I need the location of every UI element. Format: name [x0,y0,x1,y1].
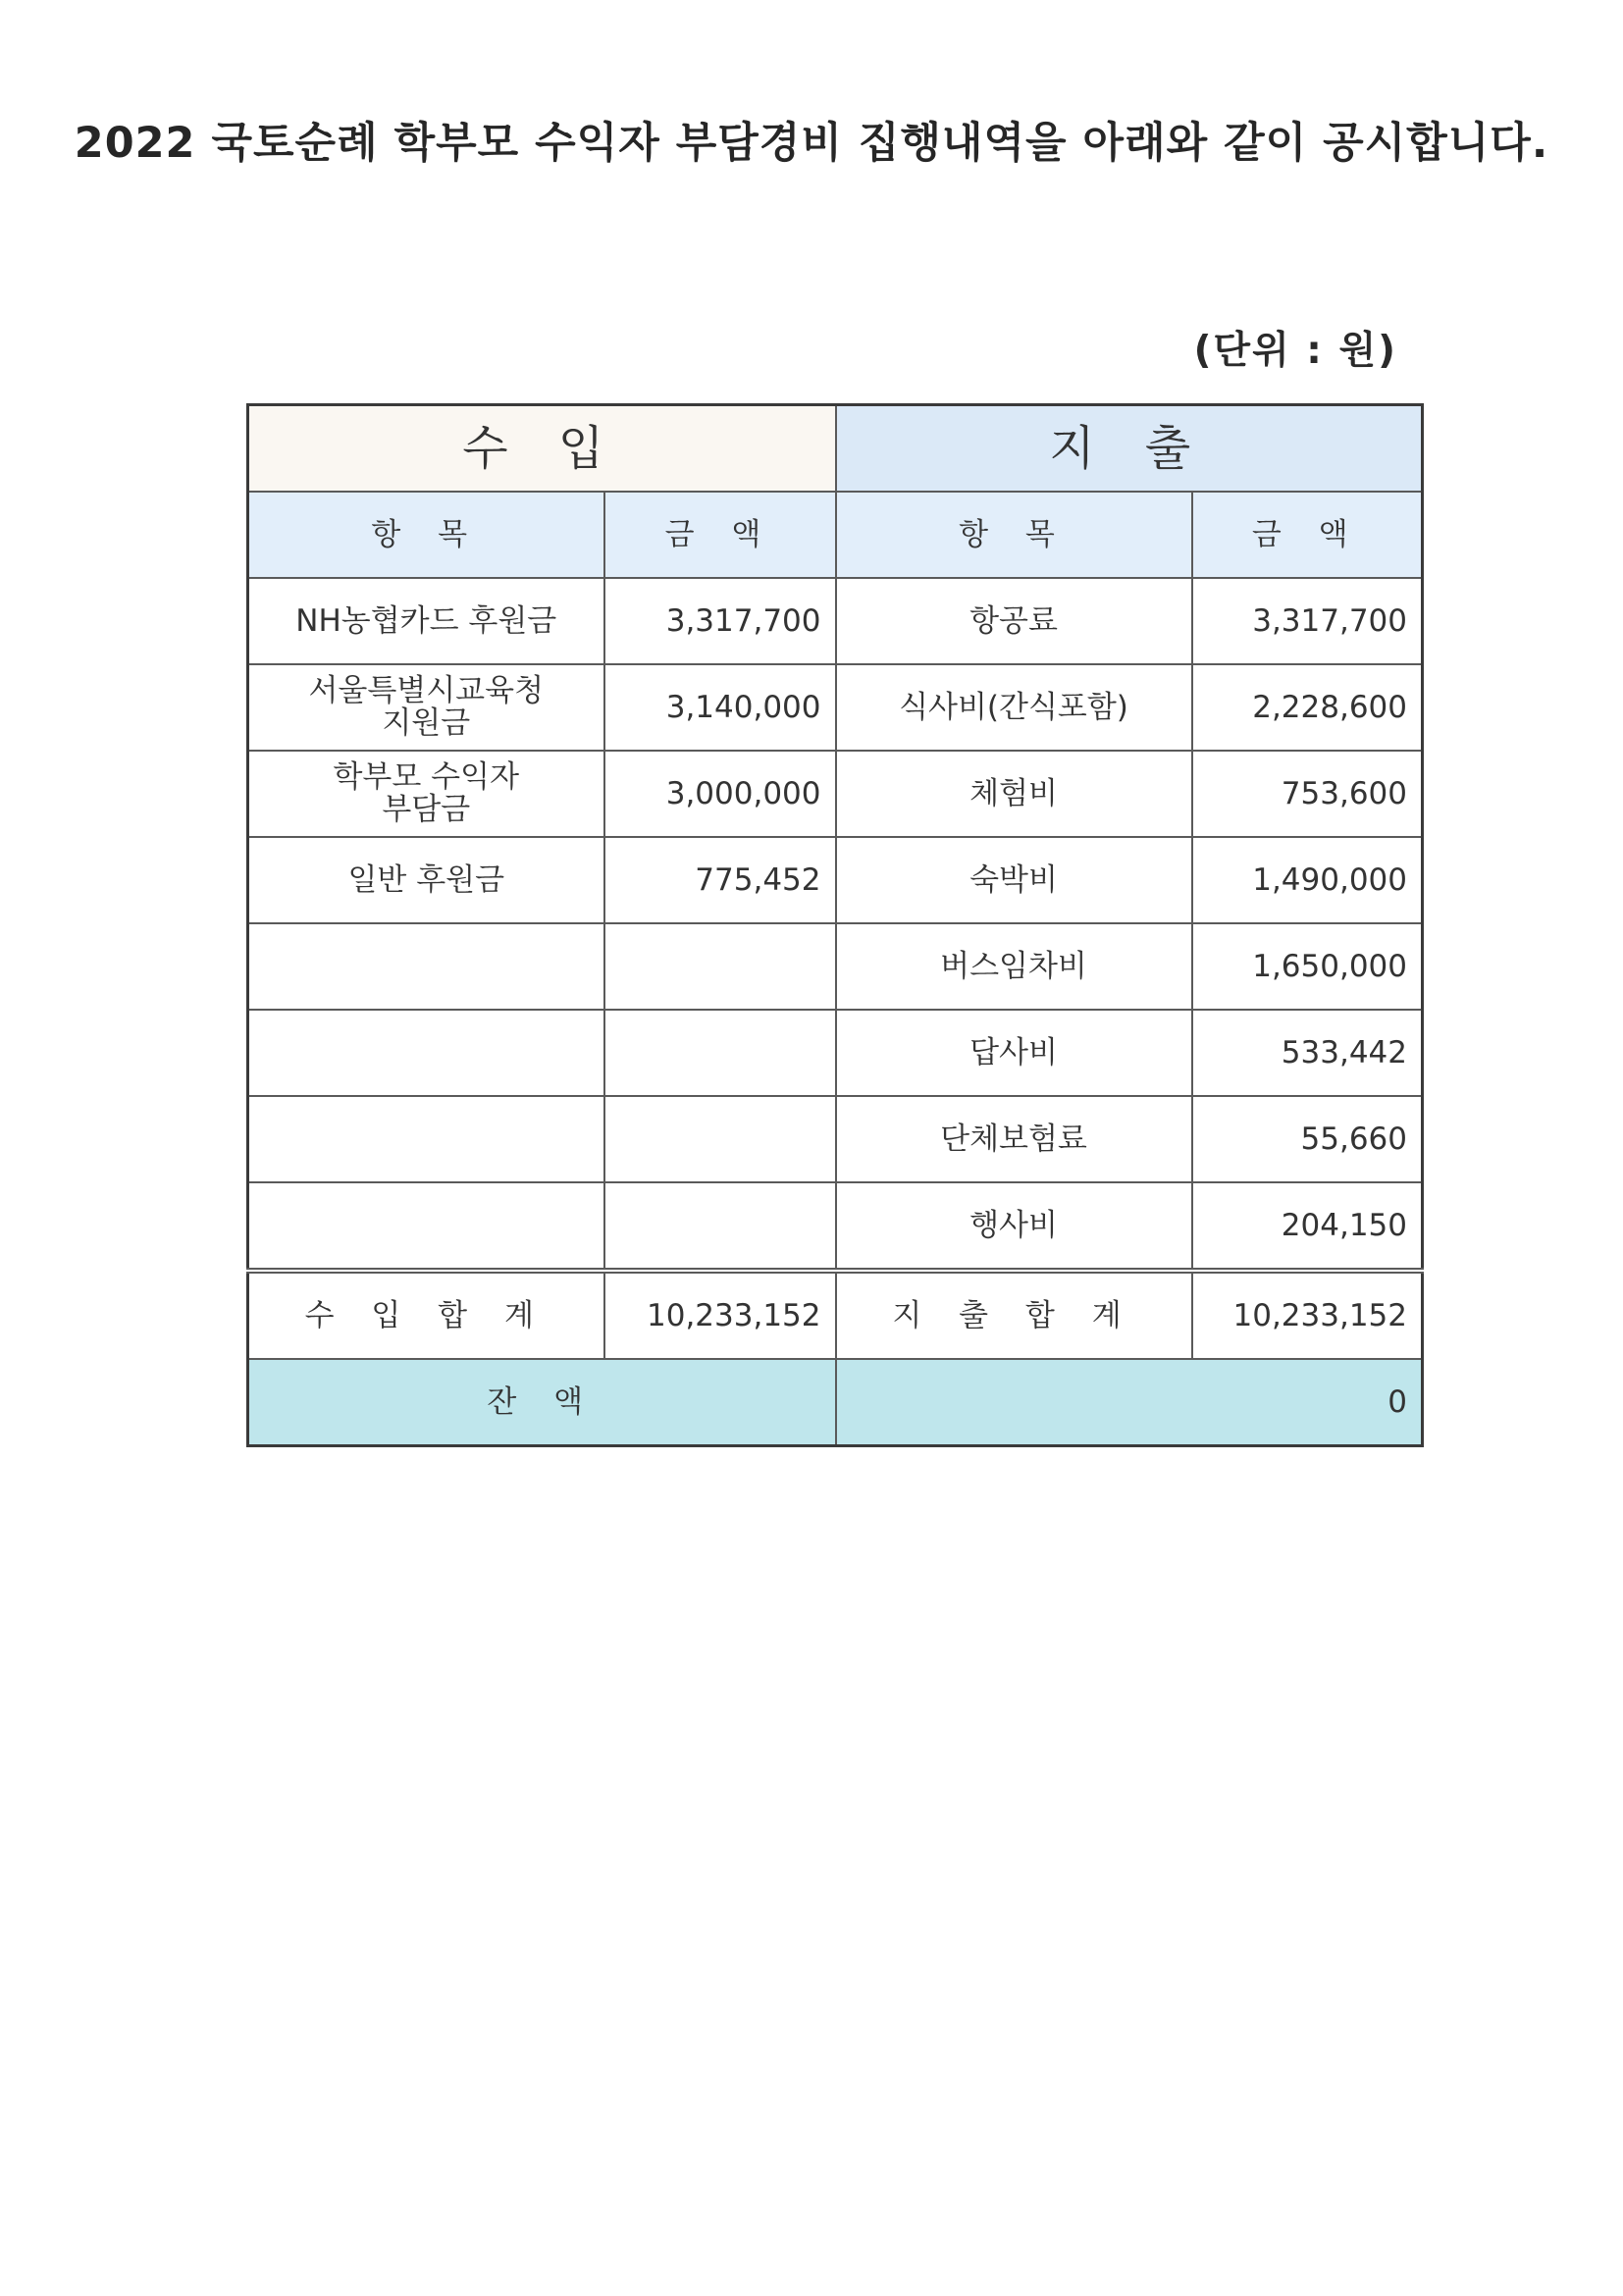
income-total-amount: 10,233,152 [604,1271,836,1359]
expense-item: 숙박비 [836,837,1192,923]
income-amount [604,923,836,1010]
income-total-label: 수 입 합 계 [248,1271,604,1359]
income-amount-header: 금 액 [604,492,836,578]
income-item-header: 항 목 [248,492,604,578]
expense-item: 식사비(간식포함) [836,664,1192,751]
unit-label: (단위 : 원) [1193,329,1397,373]
section-header-row [248,405,1423,493]
income-amount: 3,000,000 [604,751,836,837]
expense-amount: 204,150 [1192,1182,1423,1271]
expense-amount: 753,600 [1192,751,1423,837]
income-amount [604,1096,836,1182]
income-amount: 3,317,700 [604,578,836,664]
expense-item-header: 항 목 [836,492,1192,578]
expense-amount: 1,650,000 [1192,923,1423,1010]
income-amount: 775,452 [604,837,836,923]
expense-amount: 55,660 [1192,1096,1423,1182]
balance-amount: 0 [836,1359,1423,1446]
expense-total-amount: 10,233,152 [1192,1271,1423,1359]
income-item: NH농협카드 후원금 [248,578,604,664]
income-item: 일반 후원금 [248,837,604,923]
table-row [248,751,1423,837]
expense-item: 항공료 [836,578,1192,664]
expense-amount: 3,317,700 [1192,578,1423,664]
table-row [248,578,1423,664]
table-row [248,837,1423,923]
expense-item: 단체보험료 [836,1096,1192,1182]
income-amount [604,1010,836,1096]
table-row [248,923,1423,1010]
column-header-row [248,492,1423,578]
expense-item: 행사비 [836,1182,1192,1271]
balance-row [248,1359,1423,1446]
income-amount: 3,140,000 [604,664,836,751]
expense-amount: 533,442 [1192,1010,1423,1096]
table-row [248,1096,1423,1182]
budget-table [246,403,1424,1447]
expense-item: 버스임차비 [836,923,1192,1010]
income-item [248,1182,604,1271]
expense-item: 답사비 [836,1010,1192,1096]
table-row [248,1010,1423,1096]
balance-label: 잔 액 [248,1359,836,1446]
income-item [248,923,604,1010]
expense-amount-header: 금 액 [1192,492,1423,578]
table-row [248,1182,1423,1271]
income-item: 서울특별시교육청 지원금 [248,664,604,751]
income-item: 학부모 수익자 부담금 [248,751,604,837]
expense-amount: 2,228,600 [1192,664,1423,751]
page-title: 2022 국토순례 학부모 수익자 부담경비 집행내역을 아래와 같이 공시합니다. [74,119,1549,168]
expense-total-label: 지 출 합 계 [836,1271,1192,1359]
expense-amount: 1,490,000 [1192,837,1423,923]
table-row [248,664,1423,751]
income-item [248,1096,604,1182]
totals-row [248,1271,1423,1359]
expense-section-header: 지 출 [836,405,1423,493]
income-item [248,1010,604,1096]
income-amount [604,1182,836,1271]
income-section-header: 수 입 [248,405,836,493]
expense-item: 체험비 [836,751,1192,837]
